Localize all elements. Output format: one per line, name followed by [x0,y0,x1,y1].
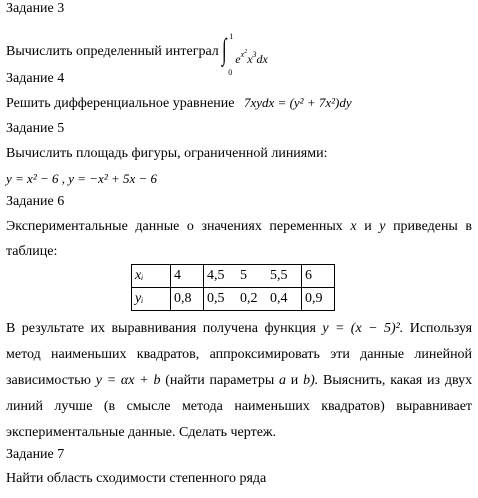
word: b). [303,373,319,388]
word: (в [103,399,116,414]
table-row [132,288,335,311]
integrand: $e^{x^2}x^3dx$ [235,49,268,66]
word: в [465,219,473,234]
integral-formula [222,32,280,77]
word: их [90,321,106,336]
word: получена [202,321,259,336]
integral-upper-limit: 1 [229,32,234,41]
table-cell: 4,5 [204,265,238,288]
task4-text: Решить дифференциальное уравнение [6,96,235,111]
word: квадратов, [136,347,200,362]
table-row [132,265,335,288]
data-table [131,264,335,311]
word: результате [21,321,85,336]
task6-paragraph-last: экспериментальные данные. Сделать чертеж. [6,425,277,440]
word: выравнивает [396,399,473,414]
word: наименьших [51,347,127,362]
word: параметры [209,373,275,388]
word: y = αx + b [95,373,161,388]
word: зависимостью [6,373,91,388]
table-cell: 5,5 [267,265,302,288]
word: a [279,373,287,388]
word: В [6,321,16,336]
task6-paragraph-line [6,372,472,390]
word: и [364,219,372,234]
word: данные [135,219,180,234]
task6-intro-line [6,218,472,236]
word: квадратов) [321,399,385,414]
word: (найти [165,373,205,388]
integral-sign: ∫ [222,33,227,66]
word: y = (x − 5)². [322,321,404,336]
table-cell: 5 [237,265,267,288]
word: лучше [54,399,93,414]
table-cell: 0,4 [267,288,302,311]
table-cell: 0,9 [302,288,335,311]
table-cell: 0,5 [204,288,238,311]
task3-title: Задание 3 [6,1,65,16]
word: значениях [201,219,262,234]
word: метод [6,347,41,362]
task6-paragraph-line [6,320,472,338]
word: линейной [414,347,473,362]
task4-statement [6,94,352,113]
word: аппроксимировать [209,347,320,362]
task5-equations: y = x² − 6 , y = −x² + 5x − 6 [6,171,158,186]
word: смысле [126,399,171,414]
task5-text: Вычислить площадь фигуры, ограниченной линиями: [6,146,328,161]
word: метода [181,399,223,414]
table-cell: yᵢ [132,288,171,311]
word: о [186,219,194,234]
table-cell: 0,8 [171,288,204,311]
word: функция [264,321,316,336]
table-cell: 4 [171,265,204,288]
word: из [427,373,441,388]
word: Используя [409,321,473,336]
word: выравнивания [111,321,197,336]
task3-statement [6,32,280,77]
task6-paragraph-line [6,398,472,416]
task7-title: Задание 7 [6,447,65,462]
word: переменных [269,219,343,234]
task4-title: Задание 4 [6,71,65,86]
table-cell: 6 [302,265,335,288]
table-cell: xᵢ [132,265,171,288]
word: какая [390,373,423,388]
task6-title: Задание 6 [6,194,65,209]
task4-equation: 7xydx = (y² + 7x²)dy [243,95,352,110]
integral-lower-limit: 0 [228,68,233,77]
word: наименьших [234,399,310,414]
task6-paragraph-line [6,346,472,364]
task5-title: Задание 5 [6,121,65,136]
word: двух [444,373,473,388]
word: линий [6,399,43,414]
task6-intro-tail: таблице: [6,244,58,259]
task7-text: Найти область сходимости степенного ряда [6,471,267,486]
word: Экспериментальные [6,219,128,234]
word: данные [360,347,405,362]
word: Выяснить, [323,373,386,388]
word: приведены [393,219,458,234]
word: и [290,373,299,388]
table-cell: 0,2 [237,288,267,311]
word: y [379,219,386,234]
task3-text: Вычислить определенный интеграл [6,44,219,60]
word: эти [330,347,350,362]
word: x [350,219,357,234]
